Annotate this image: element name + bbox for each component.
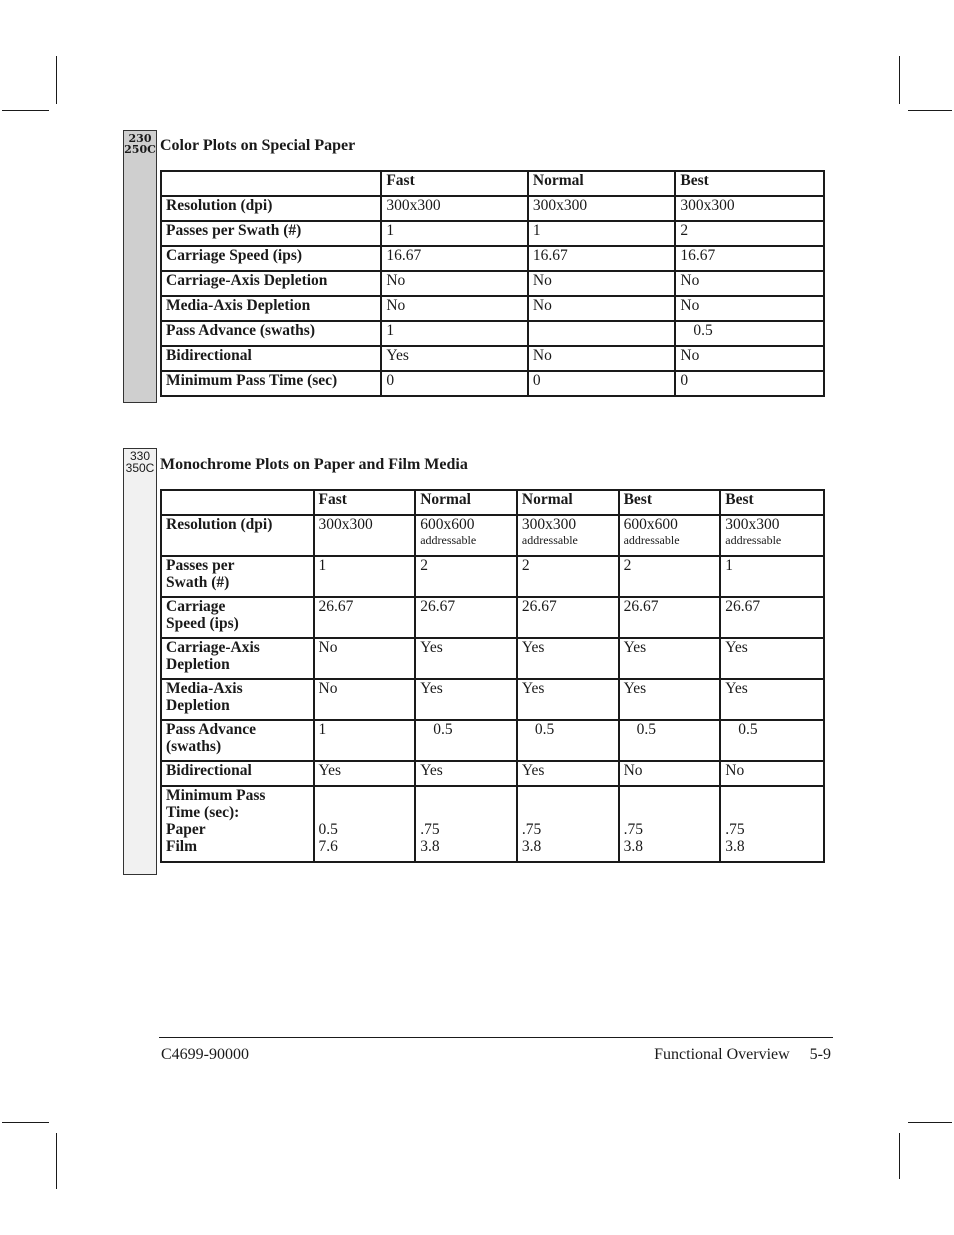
row-label: Bidirectional [161, 761, 314, 786]
table-cell: 0 [381, 371, 528, 396]
table-header-row [161, 490, 824, 515]
table-cell [619, 786, 721, 862]
cell-note: addressable [725, 533, 782, 547]
table-row [161, 246, 824, 271]
table-cell: Yes [314, 761, 416, 786]
table-cell: No [675, 346, 824, 371]
section-title: Color Plots on Special Paper [160, 137, 356, 154]
table-cell: Yes [415, 638, 517, 679]
document-number: C4699-90000 [161, 1046, 249, 1063]
table-cell: 2 [415, 556, 517, 597]
table-cell: 16.67 [528, 246, 676, 271]
cell-value: 300x300 [725, 516, 780, 533]
crop-mark [56, 1133, 57, 1189]
row-label-line: Speed (ips) [166, 615, 239, 632]
model-number-bottom: 350C [125, 461, 155, 475]
table-cell: No [314, 679, 416, 720]
table-cell: 1 [528, 221, 676, 246]
table-cell: 2 [619, 556, 721, 597]
section-name: Functional Overview [654, 1046, 790, 1063]
table-row [161, 221, 824, 246]
crop-mark [899, 56, 900, 104]
table-cell [517, 515, 619, 556]
table-cell: Yes [517, 679, 619, 720]
row-label-line: Carriage [166, 598, 226, 615]
cell-value: 300x300 [521, 516, 577, 533]
table-cell: 16.67 [675, 246, 824, 271]
table-row [161, 597, 824, 638]
column-header: Fast [314, 490, 416, 515]
table-row [161, 720, 824, 761]
table-cell: Yes [415, 761, 517, 786]
table-cell: 300x300 [675, 196, 824, 221]
section-title: Monochrome Plots on Paper and Film Media [160, 456, 468, 473]
cell-value: 300x300 [318, 516, 373, 533]
crop-mark [908, 110, 952, 111]
table-cell [314, 515, 416, 556]
film-value: 3.8 [623, 838, 643, 855]
column-header: Fast [381, 171, 528, 196]
table-cell: 300x300 [381, 196, 528, 221]
table-cell: No [619, 761, 721, 786]
cell-note: addressable [623, 533, 680, 547]
table-cell: Yes [415, 679, 517, 720]
column-header: Best [720, 490, 824, 515]
table-row [161, 679, 824, 720]
row-label-line: Media-Axis [166, 680, 243, 697]
table-cell: Yes [381, 346, 528, 371]
table-row [161, 346, 824, 371]
table-cell: 1 [381, 221, 528, 246]
row-label-line: Minimum Pass [166, 787, 266, 804]
table-cell: 0.5 [675, 321, 824, 346]
paper-value: .75 [725, 821, 745, 838]
row-label-line: Carriage-Axis [166, 639, 260, 656]
table-cell: No [675, 296, 824, 321]
cell-value: 600x600 [623, 516, 678, 533]
table-cell: 0 [528, 371, 676, 396]
table-cell: 1 [314, 720, 416, 761]
film-value: 7.6 [318, 838, 338, 855]
row-label: Passes per Swath (#) [161, 221, 381, 246]
table-cell: 16.67 [381, 246, 528, 271]
row-label [161, 597, 314, 638]
table-cell: 0.5 [415, 720, 517, 761]
footer-rule [159, 1037, 833, 1038]
table-cell [314, 786, 416, 862]
cell-note: addressable [420, 533, 477, 547]
column-header: Normal [528, 171, 676, 196]
table-cell [517, 786, 619, 862]
column-header: Best [675, 171, 824, 196]
table-cell: 0 [675, 371, 824, 396]
row-label [161, 679, 314, 720]
table-cell: 26.67 [720, 597, 824, 638]
column-header [161, 171, 381, 196]
table-header-row [161, 171, 824, 196]
row-label [161, 720, 314, 761]
table-cell: No [381, 271, 528, 296]
table-cell: No [314, 638, 416, 679]
table-cell: 1 [720, 556, 824, 597]
paper-value: .75 [521, 821, 542, 838]
table-row [161, 371, 824, 396]
row-label [161, 556, 314, 597]
column-header: Normal [517, 490, 619, 515]
table-cell: Yes [619, 679, 721, 720]
table-cell: 26.67 [314, 597, 416, 638]
table-cell [619, 515, 721, 556]
table-cell: Yes [720, 679, 824, 720]
crop-mark [56, 56, 57, 104]
film-value: 3.8 [521, 838, 542, 855]
table-cell: No [381, 296, 528, 321]
paper-value: 0.5 [318, 821, 338, 838]
table-cell: 1 [314, 556, 416, 597]
table-cell: 26.67 [619, 597, 721, 638]
table-cell: No [720, 761, 824, 786]
row-label-line: Film [166, 838, 197, 855]
table-cell [720, 515, 824, 556]
row-label: Resolution (dpi) [161, 515, 314, 556]
row-label: Resolution (dpi) [161, 196, 381, 221]
table-cell: 2 [517, 556, 619, 597]
cell-note: addressable [521, 533, 578, 547]
row-label: Bidirectional [161, 346, 381, 371]
row-label: Media-Axis Depletion [161, 296, 381, 321]
paper-value: .75 [623, 821, 643, 838]
table-cell: 26.67 [415, 597, 517, 638]
row-label-line: Depletion [166, 697, 230, 714]
table-cell: Yes [720, 638, 824, 679]
table-cell: Yes [517, 638, 619, 679]
row-label-line: Time (sec): [166, 804, 240, 821]
crop-mark [899, 1133, 900, 1179]
table-cell: No [528, 346, 676, 371]
row-label-line: Pass Advance [166, 721, 256, 738]
table-row [161, 271, 824, 296]
page-footer-right [654, 1046, 831, 1064]
table-cell: 0.5 [517, 720, 619, 761]
table-cell: 2 [675, 221, 824, 246]
table-row [161, 638, 824, 679]
table-cell [415, 515, 517, 556]
row-label: Minimum Pass Time (sec) [161, 371, 381, 396]
cell-value: 600x600 [420, 516, 475, 533]
crop-mark [908, 1122, 952, 1123]
table-row [161, 515, 824, 556]
table-cell [415, 786, 517, 862]
row-label: Pass Advance (swaths) [161, 321, 381, 346]
column-header: Normal [415, 490, 517, 515]
model-number-bottom: 250C [124, 143, 156, 156]
table-row [161, 196, 824, 221]
table-cell: 300x300 [528, 196, 676, 221]
column-header: Best [619, 490, 721, 515]
row-label [161, 786, 314, 862]
crop-mark [2, 1122, 49, 1123]
table-cell: 0.5 [720, 720, 824, 761]
paper-value: .75 [420, 821, 440, 838]
table-cell: 26.67 [517, 597, 619, 638]
table-cell [528, 321, 676, 346]
row-label-line: Depletion [166, 656, 230, 673]
table-cell: 1 [381, 321, 528, 346]
row-label: Carriage-Axis Depletion [161, 271, 381, 296]
model-applicability-bar [123, 130, 157, 403]
monochrome-plots-table [160, 489, 825, 863]
table-cell: No [675, 271, 824, 296]
row-label-line: Paper [166, 821, 206, 838]
table-cell: Yes [619, 638, 721, 679]
column-header [161, 490, 314, 515]
crop-mark [2, 110, 49, 111]
table-cell: No [528, 271, 676, 296]
table-row [161, 786, 824, 862]
table-row [161, 556, 824, 597]
model-applicability-bar [123, 448, 157, 875]
table-row [161, 296, 824, 321]
table-cell: No [528, 296, 676, 321]
model-number-top: 230 [128, 132, 152, 145]
page-number: 5-9 [809, 1046, 831, 1063]
table-cell [720, 786, 824, 862]
row-label-line: Passes per [166, 557, 235, 574]
row-label-line: (swaths) [166, 738, 222, 755]
row-label [161, 638, 314, 679]
table-row [161, 761, 824, 786]
model-number-top: 330 [129, 449, 151, 463]
table-cell: 0.5 [619, 720, 721, 761]
row-label: Carriage Speed (ips) [161, 246, 381, 271]
table-row [161, 321, 824, 346]
table-cell: Yes [517, 761, 619, 786]
row-label-line: Swath (#) [166, 574, 230, 591]
color-plots-table [160, 170, 825, 397]
film-value: 3.8 [420, 838, 440, 855]
film-value: 3.8 [725, 838, 745, 855]
